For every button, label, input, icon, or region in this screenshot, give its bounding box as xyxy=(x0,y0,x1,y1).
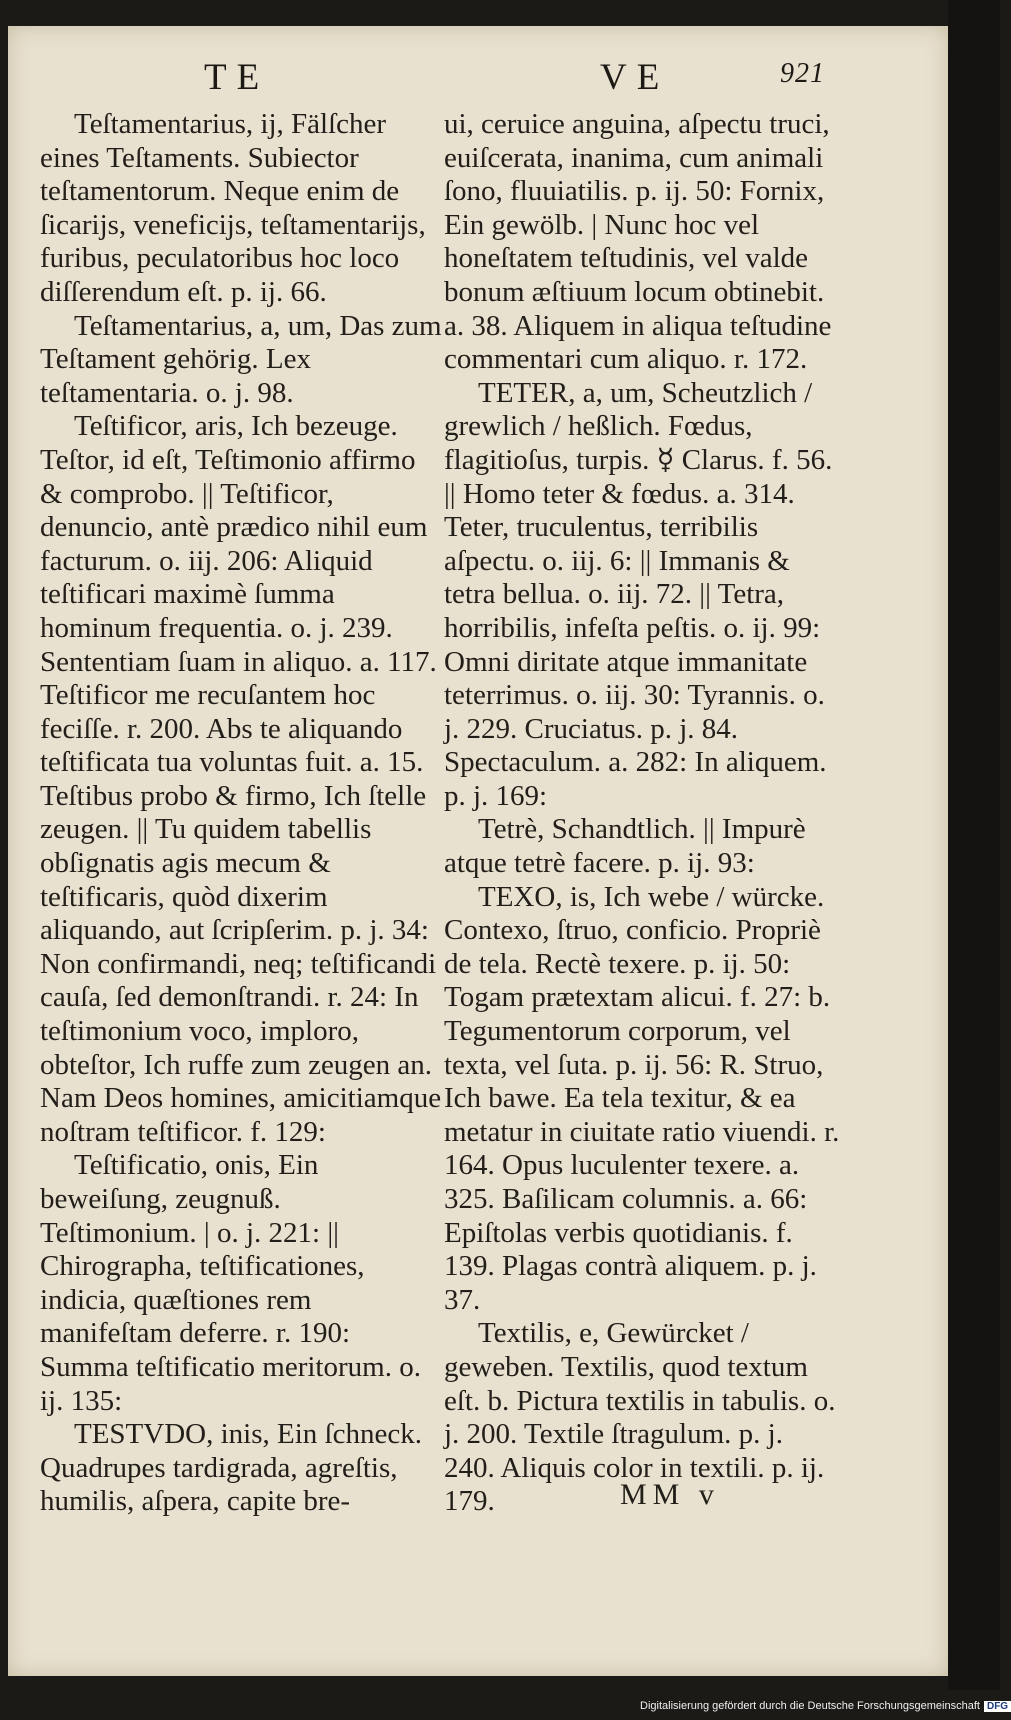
right-text-column xyxy=(444,108,840,1519)
entry-testamentarius-noun: Teſtamentarius, ij, Fälſcher eines Teſtaments. Subiector teſtamentorum. Neque enim de ſicarijs, veneficijs, teſtamentarijs, furibus, peculatoribus hoc loco diſſerendum eſt. p. ij. 66. xyxy=(40,108,426,308)
entry-testificatio: Teſtificatio, onis, Ein beweiſung, zeugnuß. Teſtimonium. | o. j. 221: || Chirographa, teſtificationes, indicia, quæſtiones rem manifeſtam deferre. r. 190: Summa teſtificatio meritorum. o. ij. 135: xyxy=(40,1149,421,1417)
credit-text: Digitalisierung gefördert durch die Deutsche Forschungsgemeinschaft xyxy=(640,1700,980,1712)
left-text-column xyxy=(40,108,442,1519)
running-head-right: VE xyxy=(600,57,670,98)
entry-testamentarius-adj: Teſtamentarius, a, um, Das zum Teſtament gehörig. Lex teſtamentaria. o. j. 98. xyxy=(40,309,442,409)
entry-texo: TEXO, is, Ich webe / würcke. Contexo, ſtruo, conficio. Propriè de tela. Rectè texere. p. ij. 50: Togam prætextam alicui. f. 27: b. Tegumentorum corporum, vel texta, vel ſuta. p. ij. 56: R. Struo, Ich bawe. Ea tela texitur, & ea metatur in ciuitate ratio viuendi. r. 164. Opus luculenter texere. a. 325. Baſilicam columnis. a. 66: Epiſtolas verbis quotidianis. f. 139. Plagas contrà aliquem. p. j. 37. xyxy=(444,880,840,1316)
entry-tetre: Tetrè, Schandtlich. || Impurè atque tetrè facere. p. ij. 93: xyxy=(444,813,806,880)
page-edge-shadow xyxy=(948,0,1000,1690)
page-number: 921 xyxy=(780,58,825,89)
entry-testudo-continued: ui, ceruice anguina, aſpectu truci, euiſcerata, inanima, cum animali ſono, fluuiatilis. p. ij. 50: Fornix, Ein gewölb. | Nunc hoc vel honeſtatem teſtudinis, vel valde bonum æſtiuum locum obtinebit. a. 38. Aliquem in aliqua teſtudine commentari cum aliquo. r. 172. xyxy=(444,108,832,376)
running-head-left: TE xyxy=(204,57,270,98)
entry-teter: TETER, a, um, Scheutzlich / grewlich / heßlich. Fœdus, flagitioſus, turpis. ☿ Clarus. f. 56. || Homo teter & fœdus. a. 314. Teter, truculentus, terribilis aſpectu. o. iij. 6: || Immanis & tetra bellua. o. iij. 72. || Tetra, horribilis, infeſta peſtis. o. ij. 99: Omni diritate atque immanitate teterrimus. o. iij. 30: Tyrannis. o. j. 229. Cruciatus. p. j. 84. Spectaculum. a. 282: In aliquem. p. j. 169: xyxy=(444,376,833,812)
dfg-logo: DFG xyxy=(984,1701,1011,1712)
digitization-credit xyxy=(640,1700,1011,1712)
signature-mark: MM v xyxy=(620,1478,720,1511)
entry-testificor: Teſtificor, aris, Ich bezeuge. Teſtor, id eſt, Teſtimonio affirmo & comprobo. || Teſtificor, denuncio, antè prædico nihil eum facturum. o. iij. 206: Aliquid teſtificari maximè ſumma hominum frequentia. o. j. 239. Sententiam ſuam in aliquo. a. 117. Teſtificor me recuſantem hoc feciſſe. r. 200. Abs te aliquando teſtificata tua voluntas fuit. a. 15. Teſtibus probo & firmo, Ich ſtelle zeugen. || Tu quidem tabellis obſignatis agis mecum & teſtificaris, quòd dixerim aliquando, aut ſcripſerim. p. j. 34: Non confirmandi, neq; teſtificandi cauſa, ſed demonſtrandi. r. 24: In teſtimonium voco, imploro, obteſtor, Ich ruffe zum zeugen an. Nam Deos homines, amicitiamque noſtram teſtificor. f. 129: xyxy=(40,410,442,1148)
entry-testudo: TESTVDO, inis, Ein ſchneck. Quadrupes tardigrada, agreſtis, humilis, aſpera, capite bre- xyxy=(40,1418,422,1518)
entry-textilis: Textilis, e, Gewürcket / geweben. Textilis, quod textum eſt. b. Pictura textilis in tabulis. o. j. 200. Textile ſtragulum. p. j. 240. Aliquis color in textili. p. ij. 179. xyxy=(444,1317,836,1518)
